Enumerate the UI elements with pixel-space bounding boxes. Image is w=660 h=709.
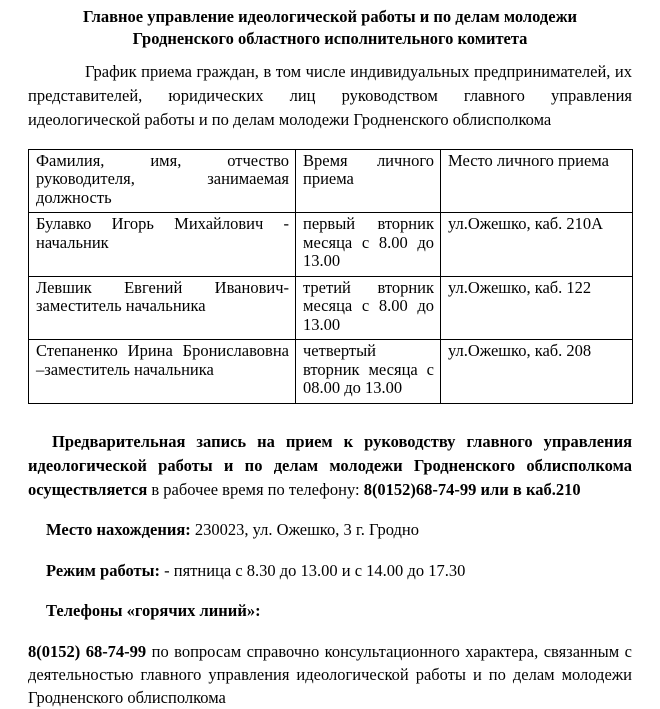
intro-paragraph: График приема граждан, в том числе индивидуальных предпринимателей, их представителей, юридических лиц руководством главного управления идеологической работы и по делам молодежи Гродненского облисполкома <box>28 62 632 129</box>
hotlines-heading: Телефоны «горячих линий»: <box>46 601 261 620</box>
hotline-description: по вопросам справочно консультационного характера, связанным с деятельностью главного управления идеологической работы и по делам молодежи Гродненского облисполкома <box>28 641 632 707</box>
reception-time-cell: третий вторник месяца с 8.00 до 13.00 <box>296 276 441 340</box>
table-row <box>29 213 633 277</box>
table-row <box>29 340 633 404</box>
page-title-line-2: Гродненского областного исполнительного комитета <box>132 29 528 48</box>
reception-schedule-table <box>28 149 633 404</box>
appointment-phone: 8(0152)68-74-99 или в каб.210 <box>363 479 581 499</box>
leader-name-cell: Степаненко Ирина Брониславовна –заместитель начальника <box>29 340 296 404</box>
header-reception-place: Место личного приема <box>441 149 633 213</box>
page-title <box>28 6 632 50</box>
page-title-line-1: Главное управление идеологической работы и по делам молодежи <box>82 7 578 26</box>
reception-place-cell: ул.Ожешко, каб. 210А <box>441 213 633 277</box>
leader-name-cell: Булавко Игорь Михайлович - начальник <box>29 213 296 277</box>
work-hours-line <box>28 559 632 583</box>
reception-place-cell: ул.Ожешко, каб. 208 <box>441 340 633 404</box>
location-line <box>28 518 632 542</box>
header-reception-time: Время личного приема <box>296 149 441 213</box>
leader-name-cell: Левшик Евгений Иванович- заместитель начальника <box>29 276 296 340</box>
appointment-bold-lead: Предварительная запись на прием к руководству главного управления идеологической работы и по делам молодежи Гродненского облисполкома осуществляется <box>28 431 632 499</box>
work-hours-value: - пятница с 8.30 до 13.00 и с 14.00 до 17.30 <box>160 560 466 580</box>
hotline-phone: 8(0152) 68-74-99 <box>28 641 147 661</box>
table-row <box>29 276 633 340</box>
reception-time-cell: первый вторник месяца с 8.00 до 13.00 <box>296 213 441 277</box>
appointment-paragraph <box>28 430 632 502</box>
location-value: 230023, ул. Ожешко, 3 г. Гродно <box>190 520 419 539</box>
reception-time-cell: четвертый вторник месяца с 08.00 до 13.00 <box>296 340 441 404</box>
header-leader-name: Фамилия, имя, отчество руководителя, занимаемая должность <box>29 149 296 213</box>
appointment-normal-mid: в рабочее время по телефону: <box>147 479 364 499</box>
location-label: Место нахождения: <box>46 520 191 539</box>
table-header-row <box>29 149 633 213</box>
work-hours-label: Режим работы: <box>46 560 160 580</box>
reception-place-cell: ул.Ожешко, каб. 122 <box>441 276 633 340</box>
